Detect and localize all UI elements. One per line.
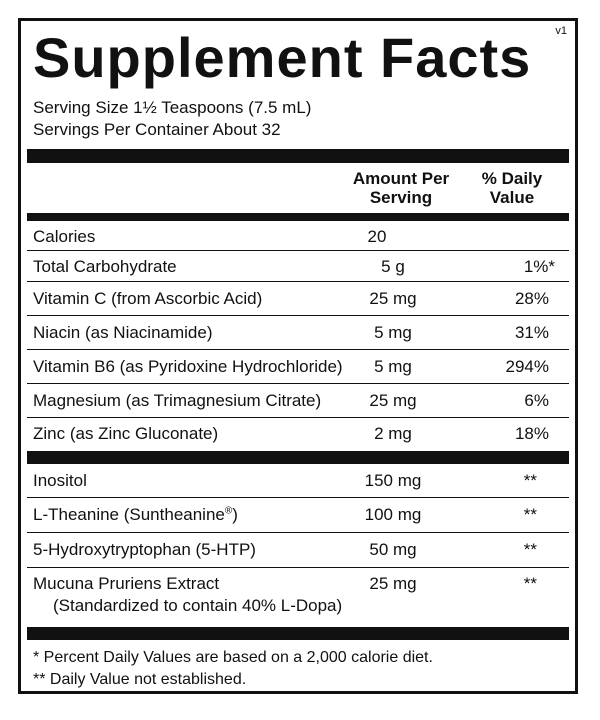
thick-divider-middle <box>27 451 569 464</box>
nutrient-name: Niacin (as Niacinamide) <box>33 323 213 342</box>
row-rule <box>27 417 569 418</box>
thick-divider-bottom <box>27 627 569 640</box>
ingredient-amount: 50 mg <box>369 540 417 559</box>
registered-mark: ® <box>224 505 233 517</box>
servings-per-container: Servings Per Container About 32 <box>33 120 281 139</box>
serving-size: Serving Size 1½ Teaspoons (7.5 mL) <box>33 98 312 117</box>
nutrient-amount: 5 mg <box>374 323 412 342</box>
nutrient-amount: 25 mg <box>369 289 417 308</box>
ingredient-name: 5-Hydroxytryptophan (5-HTP) <box>33 540 256 559</box>
ingredient-name: Inositol <box>33 471 87 490</box>
nutrient-name: Magnesium (as Trimagnesium Citrate) <box>33 391 322 410</box>
ingredient-name: Mucuna Pruriens Extract <box>33 574 220 593</box>
header-daily-value <box>461 169 563 207</box>
version-label: v1 <box>555 25 567 37</box>
nutrient-amount: 2 mg <box>374 424 412 443</box>
nutrient-name: Vitamin B6 (as Pyridoxine Hydrochloride) <box>33 357 343 376</box>
ingredient-name-end: ) <box>232 505 238 524</box>
thick-divider-header <box>27 213 569 221</box>
ingredient-dv: ** <box>523 505 537 524</box>
nutrient-dv: 18% <box>514 424 549 443</box>
ingredient-name <box>33 505 238 525</box>
panel-title: Supplement Facts <box>33 26 532 89</box>
row-rule <box>27 532 569 533</box>
ingredient-dv: ** <box>523 574 537 593</box>
header-dv-line1: % Daily <box>481 169 543 188</box>
nutrient-amount: 25 mg <box>369 391 417 410</box>
row-rule <box>27 497 569 498</box>
nutrient-name: Vitamin C (from Ascorbic Acid) <box>33 289 263 308</box>
row-rule <box>27 250 569 251</box>
nutrient-amount: 5 mg <box>374 357 412 376</box>
ingredient-amount: 25 mg <box>369 574 417 593</box>
header-amount-per-serving <box>341 169 461 207</box>
footnote-not-established: ** Daily Value not established. <box>33 671 247 688</box>
nutrient-name: Total Carbohydrate <box>33 257 177 276</box>
ingredient-dv: ** <box>523 540 537 559</box>
row-rule <box>27 383 569 384</box>
header-amount-line2: Serving <box>369 188 433 207</box>
row-rule <box>27 281 569 282</box>
row-rule <box>27 567 569 568</box>
ingredient-amount: 100 mg <box>364 505 422 524</box>
header-dv-line2: Value <box>489 188 535 207</box>
serving-info <box>33 97 311 141</box>
nutrient-dv: 28% <box>514 289 549 308</box>
calories-value: 20 <box>367 227 387 246</box>
calories-label: Calories <box>33 227 96 246</box>
nutrient-amount: 5 g <box>381 257 405 276</box>
row-rule <box>27 315 569 316</box>
footnote-daily-values: * Percent Daily Values are based on a 2,000 calorie diet. <box>33 649 433 666</box>
ingredient-dv: ** <box>523 471 537 490</box>
thick-divider-top <box>27 149 569 163</box>
row-rule <box>27 349 569 350</box>
ingredient-amount: 150 mg <box>364 471 422 490</box>
header-amount-line1: Amount Per <box>352 169 450 188</box>
nutrient-dv: 1%* <box>523 257 555 276</box>
supplement-facts-panel <box>18 18 578 694</box>
ingredient-name-text: L-Theanine (Suntheanine <box>33 505 225 524</box>
ingredient-standardization: (Standardized to contain 40% L-Dopa) <box>53 596 343 615</box>
nutrient-dv: 31% <box>514 323 549 342</box>
nutrient-dv: 294% <box>505 357 549 376</box>
nutrient-name: Zinc (as Zinc Gluconate) <box>33 424 219 443</box>
nutrient-dv: 6% <box>524 391 549 410</box>
